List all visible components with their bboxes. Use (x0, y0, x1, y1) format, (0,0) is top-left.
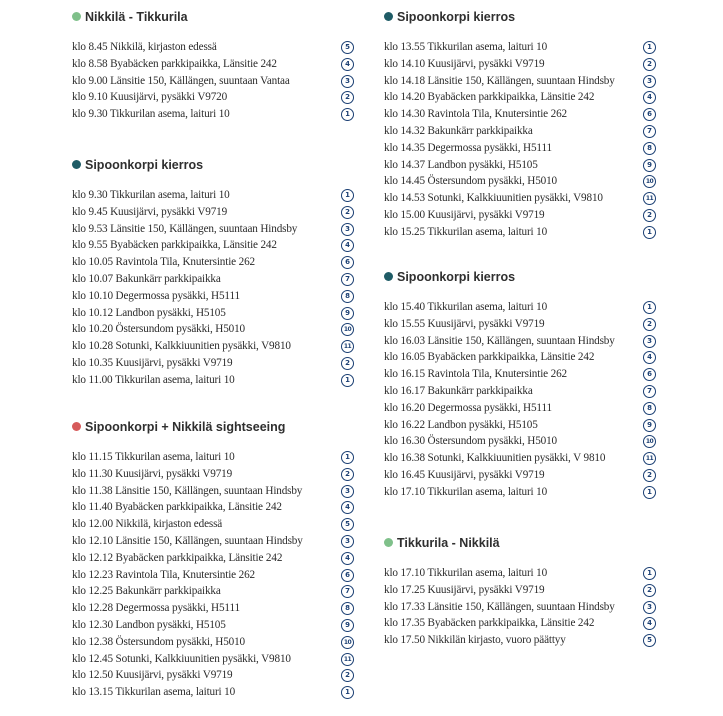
route-dot-icon (72, 422, 81, 431)
stop-row (384, 316, 656, 333)
stop-number-badge: 10 (643, 175, 656, 188)
stop-number-badge: 10 (643, 435, 656, 448)
stop-number-badge: 9 (341, 619, 354, 632)
stop-number-badge: 2 (341, 468, 354, 481)
stop-number-badge: 4 (643, 617, 656, 630)
stop-number-badge: 1 (341, 108, 354, 121)
section-title-text: Sipoonkorpi kierros (85, 158, 204, 172)
stop-row (384, 484, 656, 501)
stop-text: klo 12.38 Östersundom pysäkki, H5010 (72, 635, 245, 648)
stop-row (72, 89, 354, 106)
stop-number-badge: 6 (643, 368, 656, 381)
stop-text: klo 15.40 Tikkurilan asema, laituri 10 (384, 301, 548, 313)
section-title (72, 9, 188, 25)
section-title-text: Tikkurila - Nikkilä (397, 536, 500, 550)
stop-number-badge: 2 (341, 91, 354, 104)
stop-text: klo 10.12 Landbon pysäkki, H5105 (72, 306, 226, 319)
stop-text: klo 16.22 Landbon pysäkki, H5105 (384, 418, 538, 431)
stop-text: klo 14.10 Kuusijärvi, pysäkki V9719 (384, 57, 545, 70)
stop-text: klo 13.55 Tikkurilan asema, laituri 10 (384, 41, 548, 53)
stop-number-badge: 2 (643, 469, 656, 482)
stop-text: klo 10.07 Bakunkärr parkkipaikka (72, 272, 221, 285)
stop-number-badge: 10 (341, 636, 354, 649)
stop-row (384, 467, 656, 484)
section-title-text: Sipoonkorpi kierros (397, 10, 516, 24)
stop-text: klo 12.30 Landbon pysäkki, H5105 (72, 618, 226, 631)
stop-text: klo 14.20 Byabäcken parkkipaikka, Länsitie 242 (384, 91, 595, 104)
stop-row (72, 583, 354, 600)
stop-row (72, 237, 354, 254)
stop-number-badge: 10 (341, 323, 354, 336)
stop-row (384, 599, 656, 616)
stop-row (384, 366, 656, 383)
stop-list (72, 449, 354, 701)
stop-text: klo 11.30 Kuusijärvi, pysäkki V9719 (72, 467, 233, 480)
stop-row (384, 39, 656, 56)
stop-row (384, 433, 656, 450)
stop-number-badge: 8 (643, 142, 656, 155)
stop-number-badge: 9 (643, 159, 656, 172)
stop-text: klo 8.45 Nikkilä, kirjaston edessä (72, 41, 217, 53)
stop-number-badge: 7 (643, 125, 656, 138)
stop-number-badge: 3 (643, 601, 656, 614)
stop-text: klo 14.30 Ravintola Tila, Knutersintie 262 (384, 108, 567, 121)
stop-text: klo 12.10 Länsitie 150, Källängen, suuntaan Hindsby (72, 534, 303, 547)
stop-text: klo 15.25 Tikkurilan asema, laituri 10 (384, 225, 548, 238)
stop-number-badge: 6 (643, 108, 656, 121)
stop-text: klo 9.30 Tikkurilan asema, laituri 10 (72, 108, 230, 121)
stop-list (384, 299, 656, 501)
stop-text: klo 12.45 Sotunki, Kalkkiuunitien pysäkki, V9810 (72, 652, 291, 665)
stop-number-badge: 4 (643, 91, 656, 104)
stop-number-badge: 1 (643, 567, 656, 580)
stop-row (72, 600, 354, 617)
stop-text: klo 13.15 Tikkurilan asema, laituri 10 (72, 686, 236, 699)
stop-row (72, 254, 354, 271)
stop-number-badge: 6 (341, 256, 354, 269)
stop-text: klo 14.32 Bakunkärr parkkipaikka (384, 124, 533, 137)
stop-row (72, 499, 354, 516)
stop-text: klo 10.20 Östersundom pysäkki, H5010 (72, 323, 245, 336)
stop-row (384, 140, 656, 157)
stop-number-badge: 8 (341, 602, 354, 615)
stop-number-badge: 2 (341, 357, 354, 370)
stop-text: klo 9.55 Byabäcken parkkipaikka, Länsitie 242 (72, 239, 277, 252)
stop-number-badge: 5 (643, 634, 656, 647)
section-title-text: Sipoonkorpi kierros (397, 270, 516, 284)
stop-list (72, 187, 354, 389)
stop-row (72, 483, 354, 500)
stop-text: klo 16.38 Sotunki, Kalkkiuunitien pysäkki, V 9810 (384, 452, 606, 465)
stop-text: klo 9.30 Tikkurilan asema, laituri 10 (72, 189, 230, 201)
stop-text: klo 12.25 Bakunkärr parkkipaikka (72, 585, 221, 598)
stop-row (72, 187, 354, 204)
stop-row (384, 207, 656, 224)
stop-row (384, 190, 656, 207)
stop-text: klo 12.23 Ravintola Tila, Knutersintie 262 (72, 568, 255, 581)
stop-row (72, 39, 354, 56)
stop-text: klo 17.25 Kuusijärvi, pysäkki V9719 (384, 583, 545, 596)
stop-text: klo 11.40 Byabäcken parkkipaikka, Länsitie 242 (72, 501, 282, 514)
section-title (72, 419, 285, 435)
stop-row (384, 349, 656, 366)
stop-number-badge: 7 (341, 585, 354, 598)
section-title-text: Sipoonkorpi + Nikkilä sightseeing (85, 420, 286, 434)
stop-row (384, 173, 656, 190)
stop-row (72, 651, 354, 668)
section-title (384, 535, 500, 551)
stop-text: klo 10.35 Kuusijärvi, pysäkki V9719 (72, 356, 233, 369)
stop-row (384, 89, 656, 106)
stop-number-badge: 3 (643, 75, 656, 88)
stop-text: klo 17.50 Nikkilän kirjasto, vuoro päättyy (384, 634, 566, 647)
stop-row (72, 617, 354, 634)
stop-number-badge: 7 (341, 273, 354, 286)
stop-row (384, 333, 656, 350)
stop-number-badge: 11 (341, 340, 354, 353)
stop-text: klo 17.10 Tikkurilan asema, laituri 10 (384, 485, 548, 498)
stop-number-badge: 2 (643, 58, 656, 71)
stop-number-badge: 1 (643, 486, 656, 499)
stop-number-badge: 7 (643, 385, 656, 398)
stop-row (384, 299, 656, 316)
stop-number-badge: 3 (341, 535, 354, 548)
stop-row (72, 321, 354, 338)
stop-row (384, 383, 656, 400)
stop-number-badge: 4 (341, 239, 354, 252)
stop-number-badge: 3 (341, 75, 354, 88)
stop-text: klo 9.45 Kuusijärvi, pysäkki V9719 (72, 205, 228, 218)
section-title (384, 9, 515, 25)
stop-number-badge: 11 (341, 653, 354, 666)
stop-number-badge: 1 (341, 686, 354, 699)
stop-row (384, 73, 656, 90)
section-title-text: Nikkilä - Tikkurila (85, 10, 188, 24)
section-title (384, 269, 515, 285)
stop-row (72, 372, 354, 389)
stop-text: klo 12.00 Nikkilä, kirjaston edessä (72, 518, 223, 531)
stop-row (384, 582, 656, 599)
stop-row (72, 466, 354, 483)
stop-text: klo 11.38 Länsitie 150, Källängen, suuntaan Hindsby (72, 484, 303, 497)
stop-text: klo 14.53 Sotunki, Kalkkiuunitien pysäkki, V9810 (384, 192, 603, 205)
stop-number-badge: 2 (643, 318, 656, 331)
stop-number-badge: 1 (643, 41, 656, 54)
stop-row (384, 400, 656, 417)
route-dot-icon (72, 160, 81, 169)
stop-text: klo 9.53 Länsitie 150, Källängen, suuntaan Hindsby (72, 222, 298, 235)
stop-row (72, 106, 354, 123)
stop-number-badge: 1 (643, 301, 656, 314)
stop-text: klo 15.00 Kuusijärvi, pysäkki V9719 (384, 208, 545, 221)
stop-number-badge: 9 (643, 419, 656, 432)
stop-text: klo 12.50 Kuusijärvi, pysäkki V9719 (72, 669, 233, 682)
stop-row (72, 305, 354, 322)
stop-number-badge: 1 (341, 451, 354, 464)
stop-text: klo 16.20 Degermossa pysäkki, H5111 (384, 401, 552, 414)
stop-text: klo 11.15 Tikkurilan asema, laituri 10 (72, 451, 235, 463)
stop-number-badge: 8 (341, 290, 354, 303)
stop-text: klo 17.10 Tikkurilan asema, laituri 10 (384, 567, 548, 579)
stop-number-badge: 2 (341, 206, 354, 219)
stop-number-badge: 2 (643, 209, 656, 222)
stop-text: klo 11.00 Tikkurilan asema, laituri 10 (72, 373, 235, 386)
stop-text: klo 16.17 Bakunkärr parkkipaikka (384, 384, 533, 397)
stop-text: klo 16.03 Länsitie 150, Källängen, suuntaan Hindsby (384, 334, 615, 347)
stop-row (384, 450, 656, 467)
stop-row (384, 56, 656, 73)
stop-number-badge: 3 (341, 223, 354, 236)
stop-row (72, 204, 354, 221)
stop-text: klo 14.18 Länsitie 150, Källängen, suuntaan Hindsby (384, 74, 615, 87)
stop-text: klo 10.10 Degermossa pysäkki, H5111 (72, 289, 240, 302)
stop-number-badge: 1 (341, 374, 354, 387)
route-dot-icon (384, 12, 393, 21)
stop-text: klo 9.10 Kuusijärvi, pysäkki V9720 (72, 91, 228, 104)
stop-row (72, 684, 354, 701)
stop-text: klo 12.28 Degermossa pysäkki, H5111 (72, 602, 240, 615)
stop-row (72, 516, 354, 533)
stop-number-badge: 1 (643, 226, 656, 239)
stop-text: klo 12.12 Byabäcken parkkipaikka, Länsitie 242 (72, 551, 283, 564)
stop-text: klo 16.05 Byabäcken parkkipaikka, Länsitie 242 (384, 351, 595, 364)
stop-number-badge: 9 (341, 307, 354, 320)
stop-row (72, 338, 354, 355)
stop-row (384, 615, 656, 632)
stop-text: klo 15.55 Kuusijärvi, pysäkki V9719 (384, 317, 545, 330)
stop-row (384, 224, 656, 241)
stop-row (384, 106, 656, 123)
stop-number-badge: 4 (643, 351, 656, 364)
stop-text: klo 16.30 Östersundom pysäkki, H5010 (384, 435, 557, 448)
stop-row (72, 449, 354, 466)
stop-row (72, 56, 354, 73)
stop-number-badge: 6 (341, 569, 354, 582)
stop-number-badge: 1 (341, 189, 354, 202)
stop-number-badge: 11 (643, 192, 656, 205)
stop-text: klo 16.15 Ravintola Tila, Knutersintie 262 (384, 368, 567, 381)
stop-number-badge: 4 (341, 58, 354, 71)
stop-row (72, 355, 354, 372)
stop-number-badge: 4 (341, 552, 354, 565)
section-title (72, 157, 203, 173)
stop-row (72, 667, 354, 684)
stop-text: klo 17.33 Länsitie 150, Källängen, suuntaan Hindsby (384, 600, 615, 613)
stop-text: klo 14.35 Degermossa pysäkki, H5111 (384, 141, 552, 154)
stop-row (72, 550, 354, 567)
stop-text: klo 17.35 Byabäcken parkkipaikka, Länsitie 242 (384, 617, 595, 630)
stop-number-badge: 5 (341, 41, 354, 54)
route-dot-icon (384, 538, 393, 547)
stop-number-badge: 2 (643, 584, 656, 597)
stop-number-badge: 8 (643, 402, 656, 415)
stop-list (384, 565, 656, 649)
stop-row (384, 632, 656, 649)
stop-row (72, 533, 354, 550)
stop-number-badge: 5 (341, 518, 354, 531)
stop-list (384, 39, 656, 241)
stop-text: klo 10.28 Sotunki, Kalkkiuunitien pysäkki, V9810 (72, 340, 291, 353)
stop-row (384, 565, 656, 582)
stop-row (72, 221, 354, 238)
stop-text: klo 14.37 Landbon pysäkki, H5105 (384, 158, 538, 171)
route-dot-icon (384, 272, 393, 281)
stop-row (72, 567, 354, 584)
stop-text: klo 9.00 Länsitie 150, Källängen, suuntaan Vantaa (72, 74, 290, 87)
stop-text: klo 10.05 Ravintola Tila, Knutersintie 262 (72, 256, 255, 269)
stop-row (72, 271, 354, 288)
stop-number-badge: 3 (643, 335, 656, 348)
stop-list (72, 39, 354, 123)
stop-number-badge: 3 (341, 485, 354, 498)
stop-row (384, 157, 656, 174)
route-dot-icon (72, 12, 81, 21)
stop-row (384, 123, 656, 140)
stop-row (72, 73, 354, 90)
stop-row (72, 288, 354, 305)
stop-row (384, 417, 656, 434)
stop-text: klo 14.45 Östersundom pysäkki, H5010 (384, 175, 557, 188)
stop-number-badge: 4 (341, 501, 354, 514)
stop-text: klo 16.45 Kuusijärvi, pysäkki V9719 (384, 468, 545, 481)
stop-number-badge: 2 (341, 669, 354, 682)
stop-row (72, 634, 354, 651)
stop-number-badge: 11 (643, 452, 656, 465)
stop-text: klo 8.58 Byabäcken parkkipaikka, Länsitie 242 (72, 57, 277, 70)
